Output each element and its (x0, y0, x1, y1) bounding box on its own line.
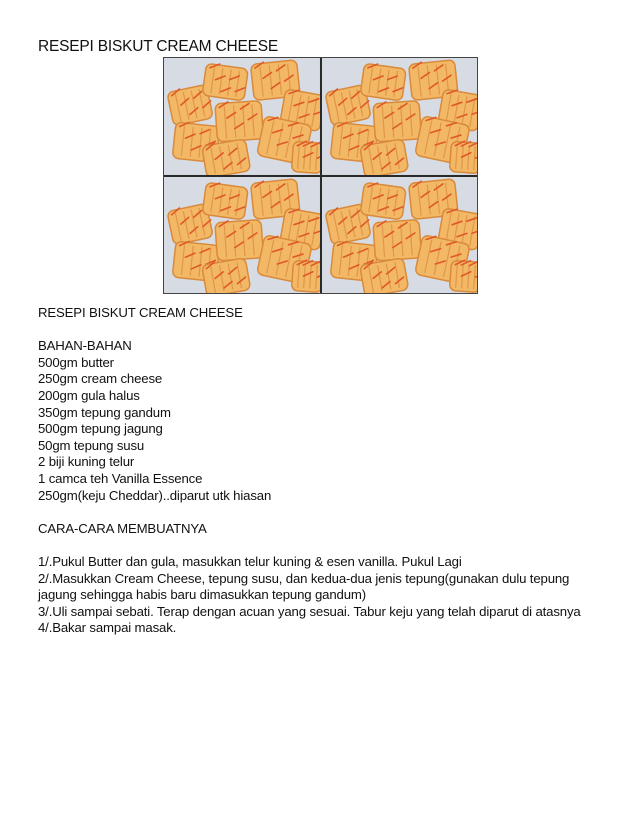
ingredient-item: 200gm gula halus (38, 387, 140, 403)
method-step: 3/.Uli sampai sebati. Terap dengan acuan yang sesuai. Tabur keju yang telah diparut di atasnya (38, 603, 581, 619)
method-step: 1/.Pukul Butter dan gula, masukkan telur kuning & esen vanilla. Pukul Lagi (38, 553, 462, 569)
ingredient-item: 500gm butter (38, 354, 114, 370)
cookie-photo-collage (163, 57, 478, 294)
ingredient-item: 500gm tepung jagung (38, 421, 163, 437)
method-heading: CARA-CARA MEMBUATNYA (38, 520, 207, 536)
ingredient-item: 250gm(keju Cheddar)..diparut utk hiasan (38, 487, 272, 503)
recipe-body (38, 305, 598, 637)
document-title: RESEPI BISKUT CREAM CHEESE (38, 38, 278, 55)
cookie-photo-icon (164, 177, 320, 294)
cookie-photo-tile (164, 58, 320, 175)
cookie-photo-icon (322, 58, 478, 175)
method-step: 4/.Bakar sampai masak. (38, 620, 177, 636)
cookie-photo-icon (164, 58, 320, 175)
ingredient-item: 350gm tepung gandum (38, 404, 171, 420)
ingredient-item: 1 camca teh Vanilla Essence (38, 470, 203, 486)
cookie-photo-tile (164, 177, 320, 294)
recipe-subtitle: RESEPI BISKUT CREAM CHEESE (38, 305, 243, 320)
ingredient-item: 50gm tepung susu (38, 437, 145, 453)
method-step: 2/.Masukkan Cream Cheese, tepung susu, dan kedua-dua jenis tepung(gunakan dulu tepung jagung sehingga habis baru dimasukkan tepung gandum) (38, 570, 570, 603)
ingredient-item: 2 biji kuning telur (38, 454, 135, 470)
ingredient-item: 250gm cream cheese (38, 371, 163, 387)
cookie-photo-tile (322, 58, 478, 175)
cookie-photo-tile (322, 177, 478, 294)
cookie-photo-icon (322, 177, 478, 294)
ingredients-heading: BAHAN-BAHAN (38, 338, 132, 354)
